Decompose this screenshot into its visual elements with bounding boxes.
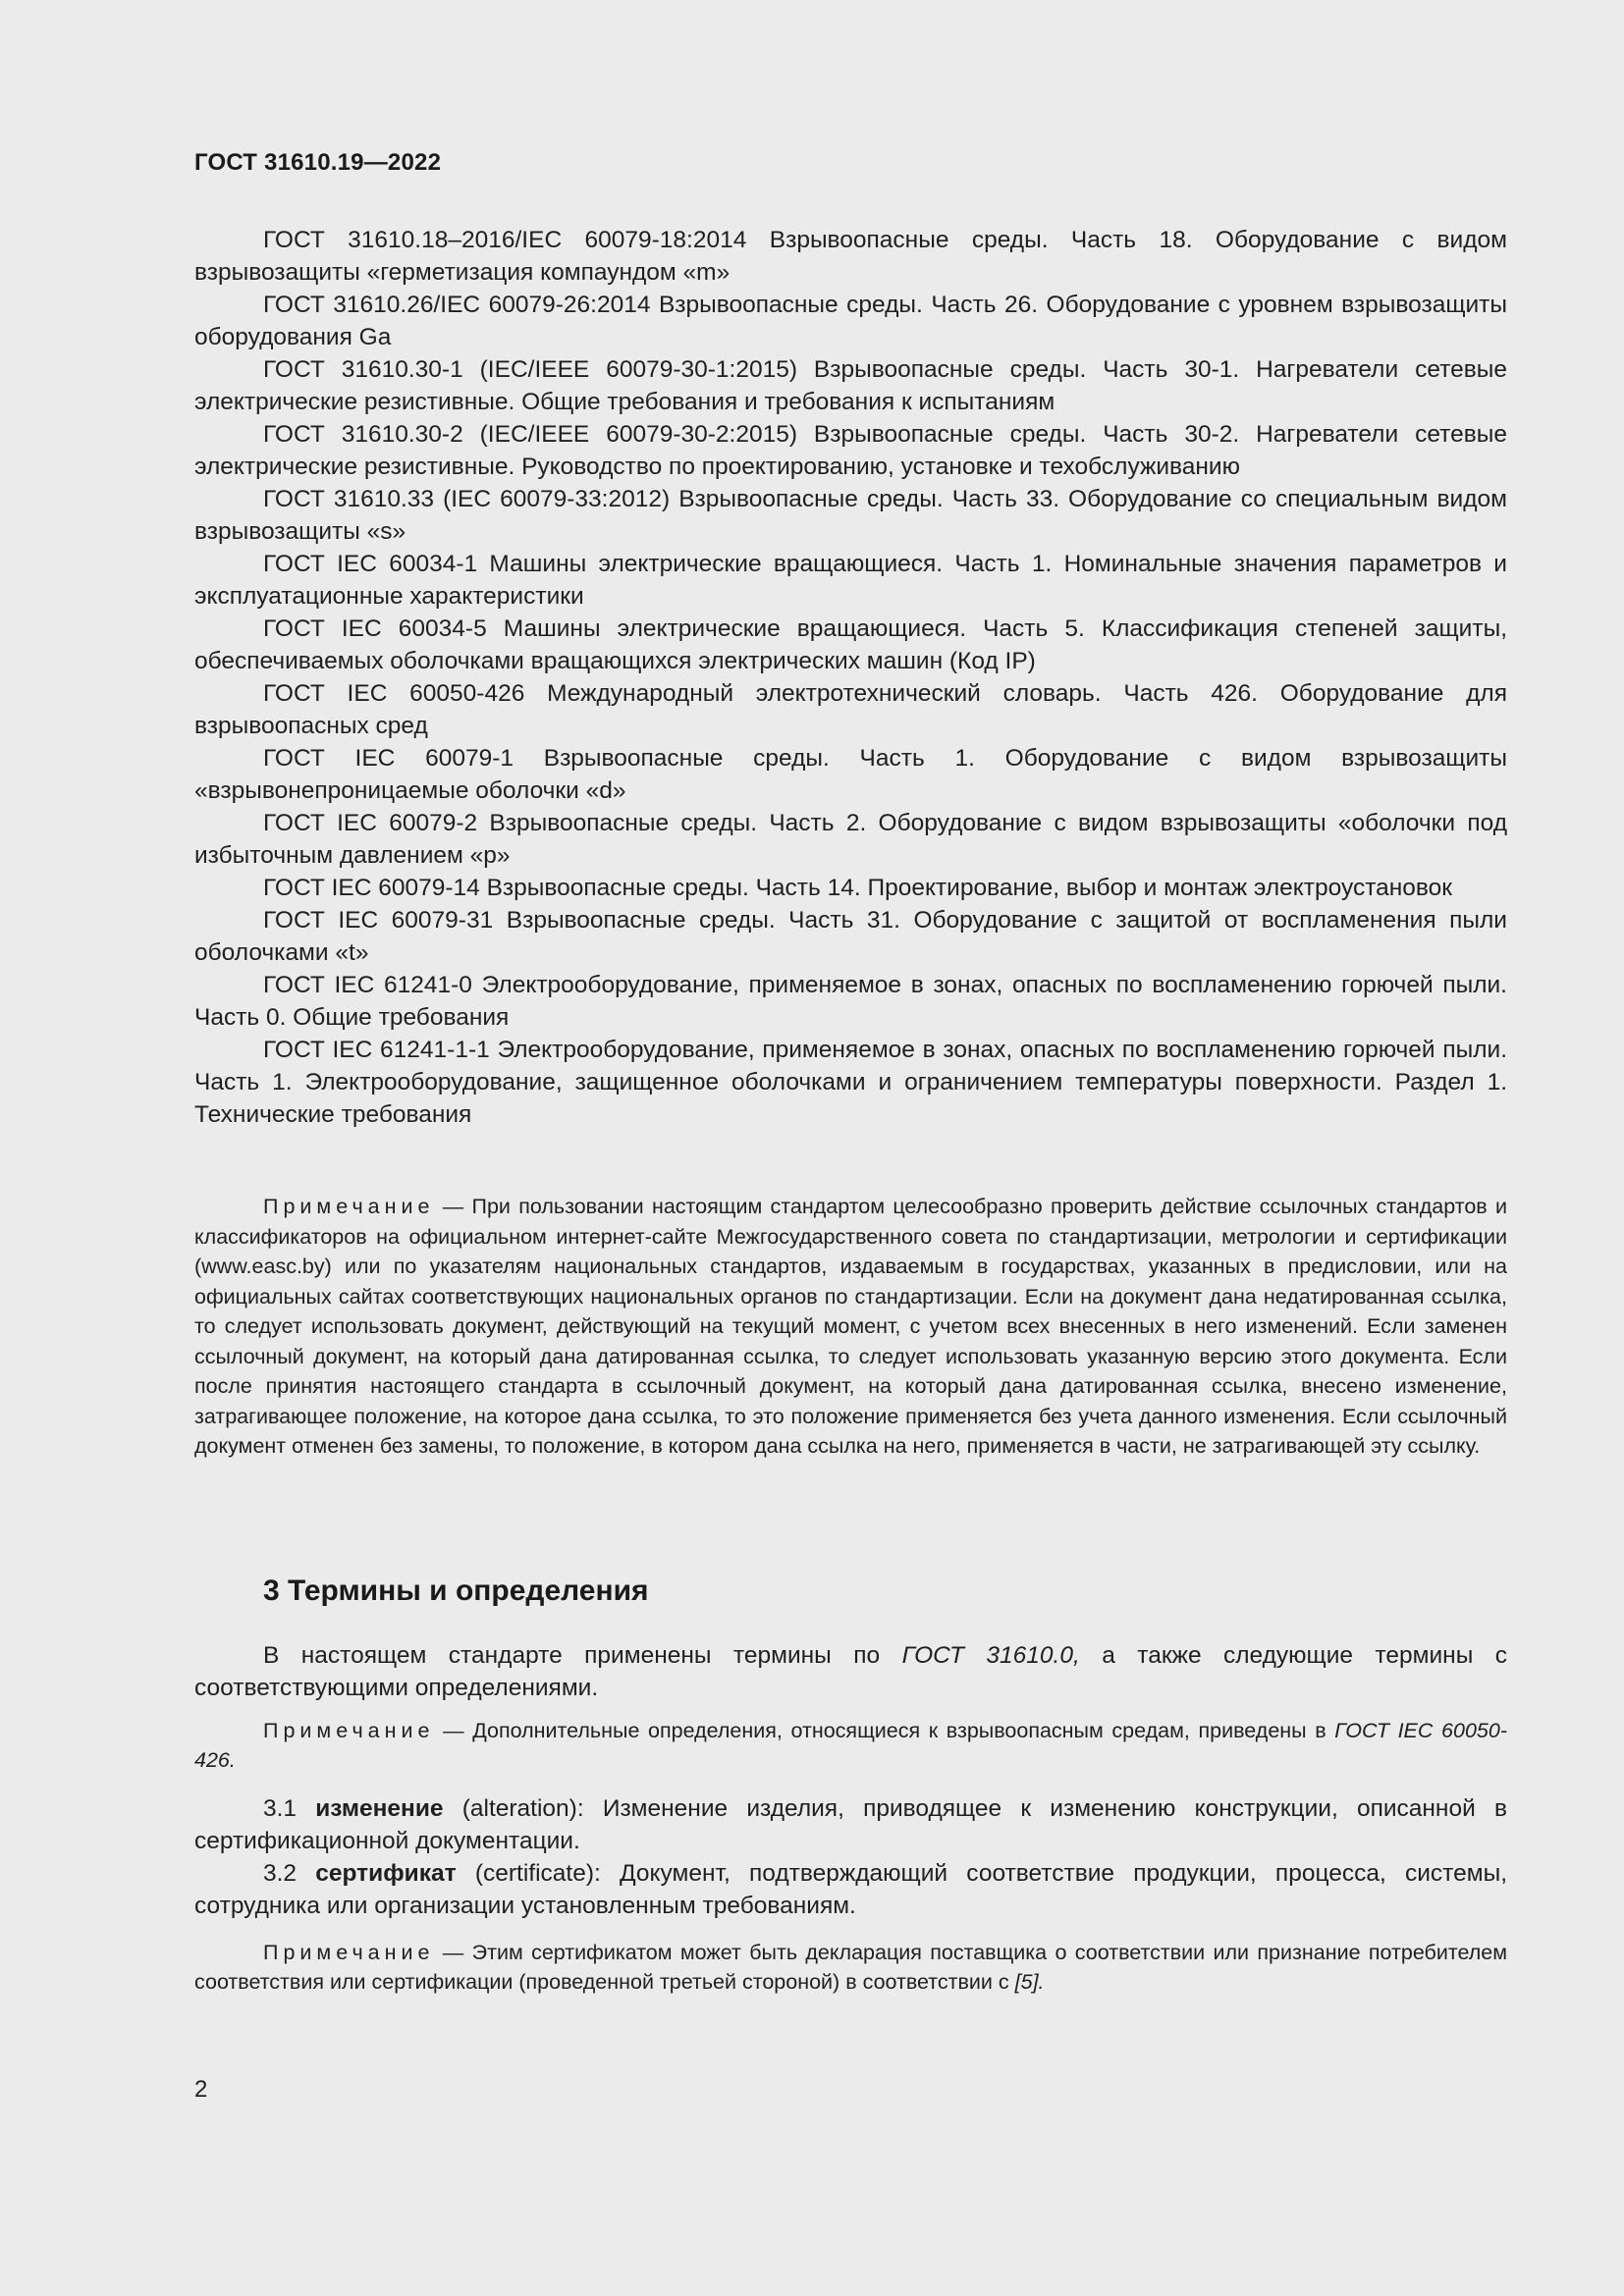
note-text: — При пользовании настоящим стандартом целесообразно проверить действие ссылочных стандартов и классификаторов на официальном интернет-сайте Межгосударственного совета по стандартизации, метрологии и сертификации (www.easc.by) или по указателям национальных стандартов, издаваемым в государствах, указанных в предисловии, или на официальных сайтах соответствующих национальных органов по стандартизации. Если на документ дана недатированная ссылка, то следует использовать документ, действующий на текущий момент, с учетом всех внесенных в него изменений. Если заменен ссылочный документ, на который дана датированная ссылка, то следует использовать указанную версию этого документа. Если после принятия настоящего стандарта в ссылочный документ, на который дана датированная ссылка, внесено изменение, затрагивающее положение, на которое дана ссылка, то это положение применяется без учета данного изменения. Если ссылочный документ отменен без замены, то положение, в котором дана ссылка на него, применяется в части, не затрагивающей эту ссылку. bbox=[194, 1195, 1507, 1458]
normative-references-list bbox=[194, 224, 1507, 1131]
page-number: 2 bbox=[194, 2076, 208, 2103]
term-definition: (certificate): Документ, подтверждающий соответствие продукции, процесса, системы, сотрудника или организации установленным требованиям. bbox=[194, 1860, 1507, 1919]
reference-item: ГОСТ IEC 61241-1-1 Электрооборудование, применяемое в зонах, опасных по воспламенению горючей пыли. Часть 1. Электрооборудование, защищенное оболочками и ограничением температуры поверхности. Раздел 1. Технические требования bbox=[194, 1037, 1507, 1128]
reference-item: ГОСТ IEC 60050-426 Международный электротехнический словарь. Часть 426. Оборудование для взрывоопасных сред bbox=[194, 680, 1507, 739]
note-paragraph bbox=[194, 1716, 1507, 1775]
intro-text: В настоящем стандарте применены термины по bbox=[263, 1642, 902, 1669]
note-label: Примечание bbox=[263, 1941, 435, 1964]
reference-item: ГОСТ IEC 60079-2 Взрывоопасные среды. Часть 2. Оборудование с видом взрывозащиты «оболочки под избыточным давлением «p» bbox=[194, 810, 1507, 869]
reference-item: ГОСТ IEC 60079-1 Взрывоопасные среды. Часть 1. Оборудование с видом взрывозащиты «взрывонепроницаемые оболочки «d» bbox=[194, 745, 1507, 804]
reference-item: ГОСТ IEC 61241-0 Электрооборудование, применяемое в зонах, опасных по воспламенению горючей пыли. Часть 0. Общие требования bbox=[194, 972, 1507, 1031]
note-label: Примечание bbox=[263, 1719, 435, 1742]
intro-text-end: а также следующие термины с соответствующими определениями. bbox=[194, 1642, 1507, 1701]
note-paragraph bbox=[194, 1192, 1507, 1462]
reference-item: ГОСТ 31610.18–2016/IEC 60079-18:2014 Взрывоопасные среды. Часть 18. Оборудование с видом взрывозащиты «герметизация компаундом «m» bbox=[194, 227, 1507, 286]
reference-item: ГОСТ IEC 60079-31 Взрывоопасные среды. Часть 31. Оборудование с защитой от воспламенения пыли оболочками «t» bbox=[194, 907, 1507, 966]
reference-item: ГОСТ 31610.26/IEC 60079-26:2014 Взрывоопасные среды. Часть 26. Оборудование с уровнем взрывозащиты оборудования Ga bbox=[194, 292, 1507, 350]
note-reference: ГОСТ IEC 60050-426. bbox=[194, 1719, 1507, 1772]
term-definition: (alteration): Изменение изделия, приводящее к изменению конструкции, описанной в сертификационной документации. bbox=[194, 1795, 1507, 1854]
reference-item: ГОСТ 31610.30-1 (IEC/IEEE 60079-30-1:2015) Взрывоопасные среды. Часть 30-1. Нагреватели сетевые электрические резистивные. Общие требования и требования к испытаниям bbox=[194, 356, 1507, 415]
reference-item: ГОСТ 31610.33 (IEC 60079-33:2012) Взрывоопасные среды. Часть 33. Оборудование со специальным видом взрывозащиты «s» bbox=[194, 486, 1507, 545]
note-label: Примечание bbox=[263, 1195, 435, 1218]
reference-item: ГОСТ 31610.30-2 (IEC/IEEE 60079-30-2:2015) Взрывоопасные среды. Часть 30-2. Нагреватели сетевые электрические резистивные. Руководство по проектированию, установке и техобслуживанию bbox=[194, 421, 1507, 480]
term-number: 3.2 bbox=[263, 1860, 316, 1887]
reference-item: ГОСТ IEC 60034-5 Машины электрические вращающиеся. Часть 5. Классификация степеней защиты, обеспечиваемых оболочками вращающихся электрических машин (Код IP) bbox=[194, 615, 1507, 674]
document-header: ГОСТ 31610.19—2022 bbox=[194, 149, 442, 176]
term-entry bbox=[194, 1792, 1507, 1857]
note-paragraph bbox=[194, 1938, 1507, 1997]
term-entry bbox=[194, 1857, 1507, 1922]
reference-item: ГОСТ IEC 60079-14 Взрывоопасные среды. Часть 14. Проектирование, выбор и монтаж электроустановок bbox=[263, 875, 1453, 901]
note-text: — Дополнительные определения, относящиеся к взрывоопасным средам, приведены в bbox=[434, 1719, 1335, 1742]
term-word: сертификат bbox=[315, 1860, 457, 1887]
reference-item: ГОСТ IEC 60034-1 Машины электрические вращающиеся. Часть 1. Номинальные значения параметров и эксплуатационные характеристики bbox=[194, 551, 1507, 610]
intro-reference: ГОСТ 31610.0, bbox=[901, 1642, 1080, 1669]
terms-list bbox=[194, 1792, 1507, 1922]
term-word: изменение bbox=[315, 1795, 444, 1822]
intro-paragraph bbox=[194, 1639, 1507, 1704]
note-text: — Этим сертификатом может быть декларация поставщика о соответствии или признание потребителем соответствия или сертификации (проведенной третьей стороной) в соответствии с bbox=[194, 1941, 1507, 1994]
references-note bbox=[194, 1192, 1507, 1462]
certificate-note bbox=[194, 1938, 1507, 1997]
note-reference: [5]. bbox=[1014, 1970, 1045, 1994]
section-title: 3 Термины и определения bbox=[263, 1575, 649, 1607]
term-number: 3.1 bbox=[263, 1795, 316, 1822]
section-intro bbox=[194, 1639, 1507, 1704]
definitions-note bbox=[194, 1716, 1507, 1775]
